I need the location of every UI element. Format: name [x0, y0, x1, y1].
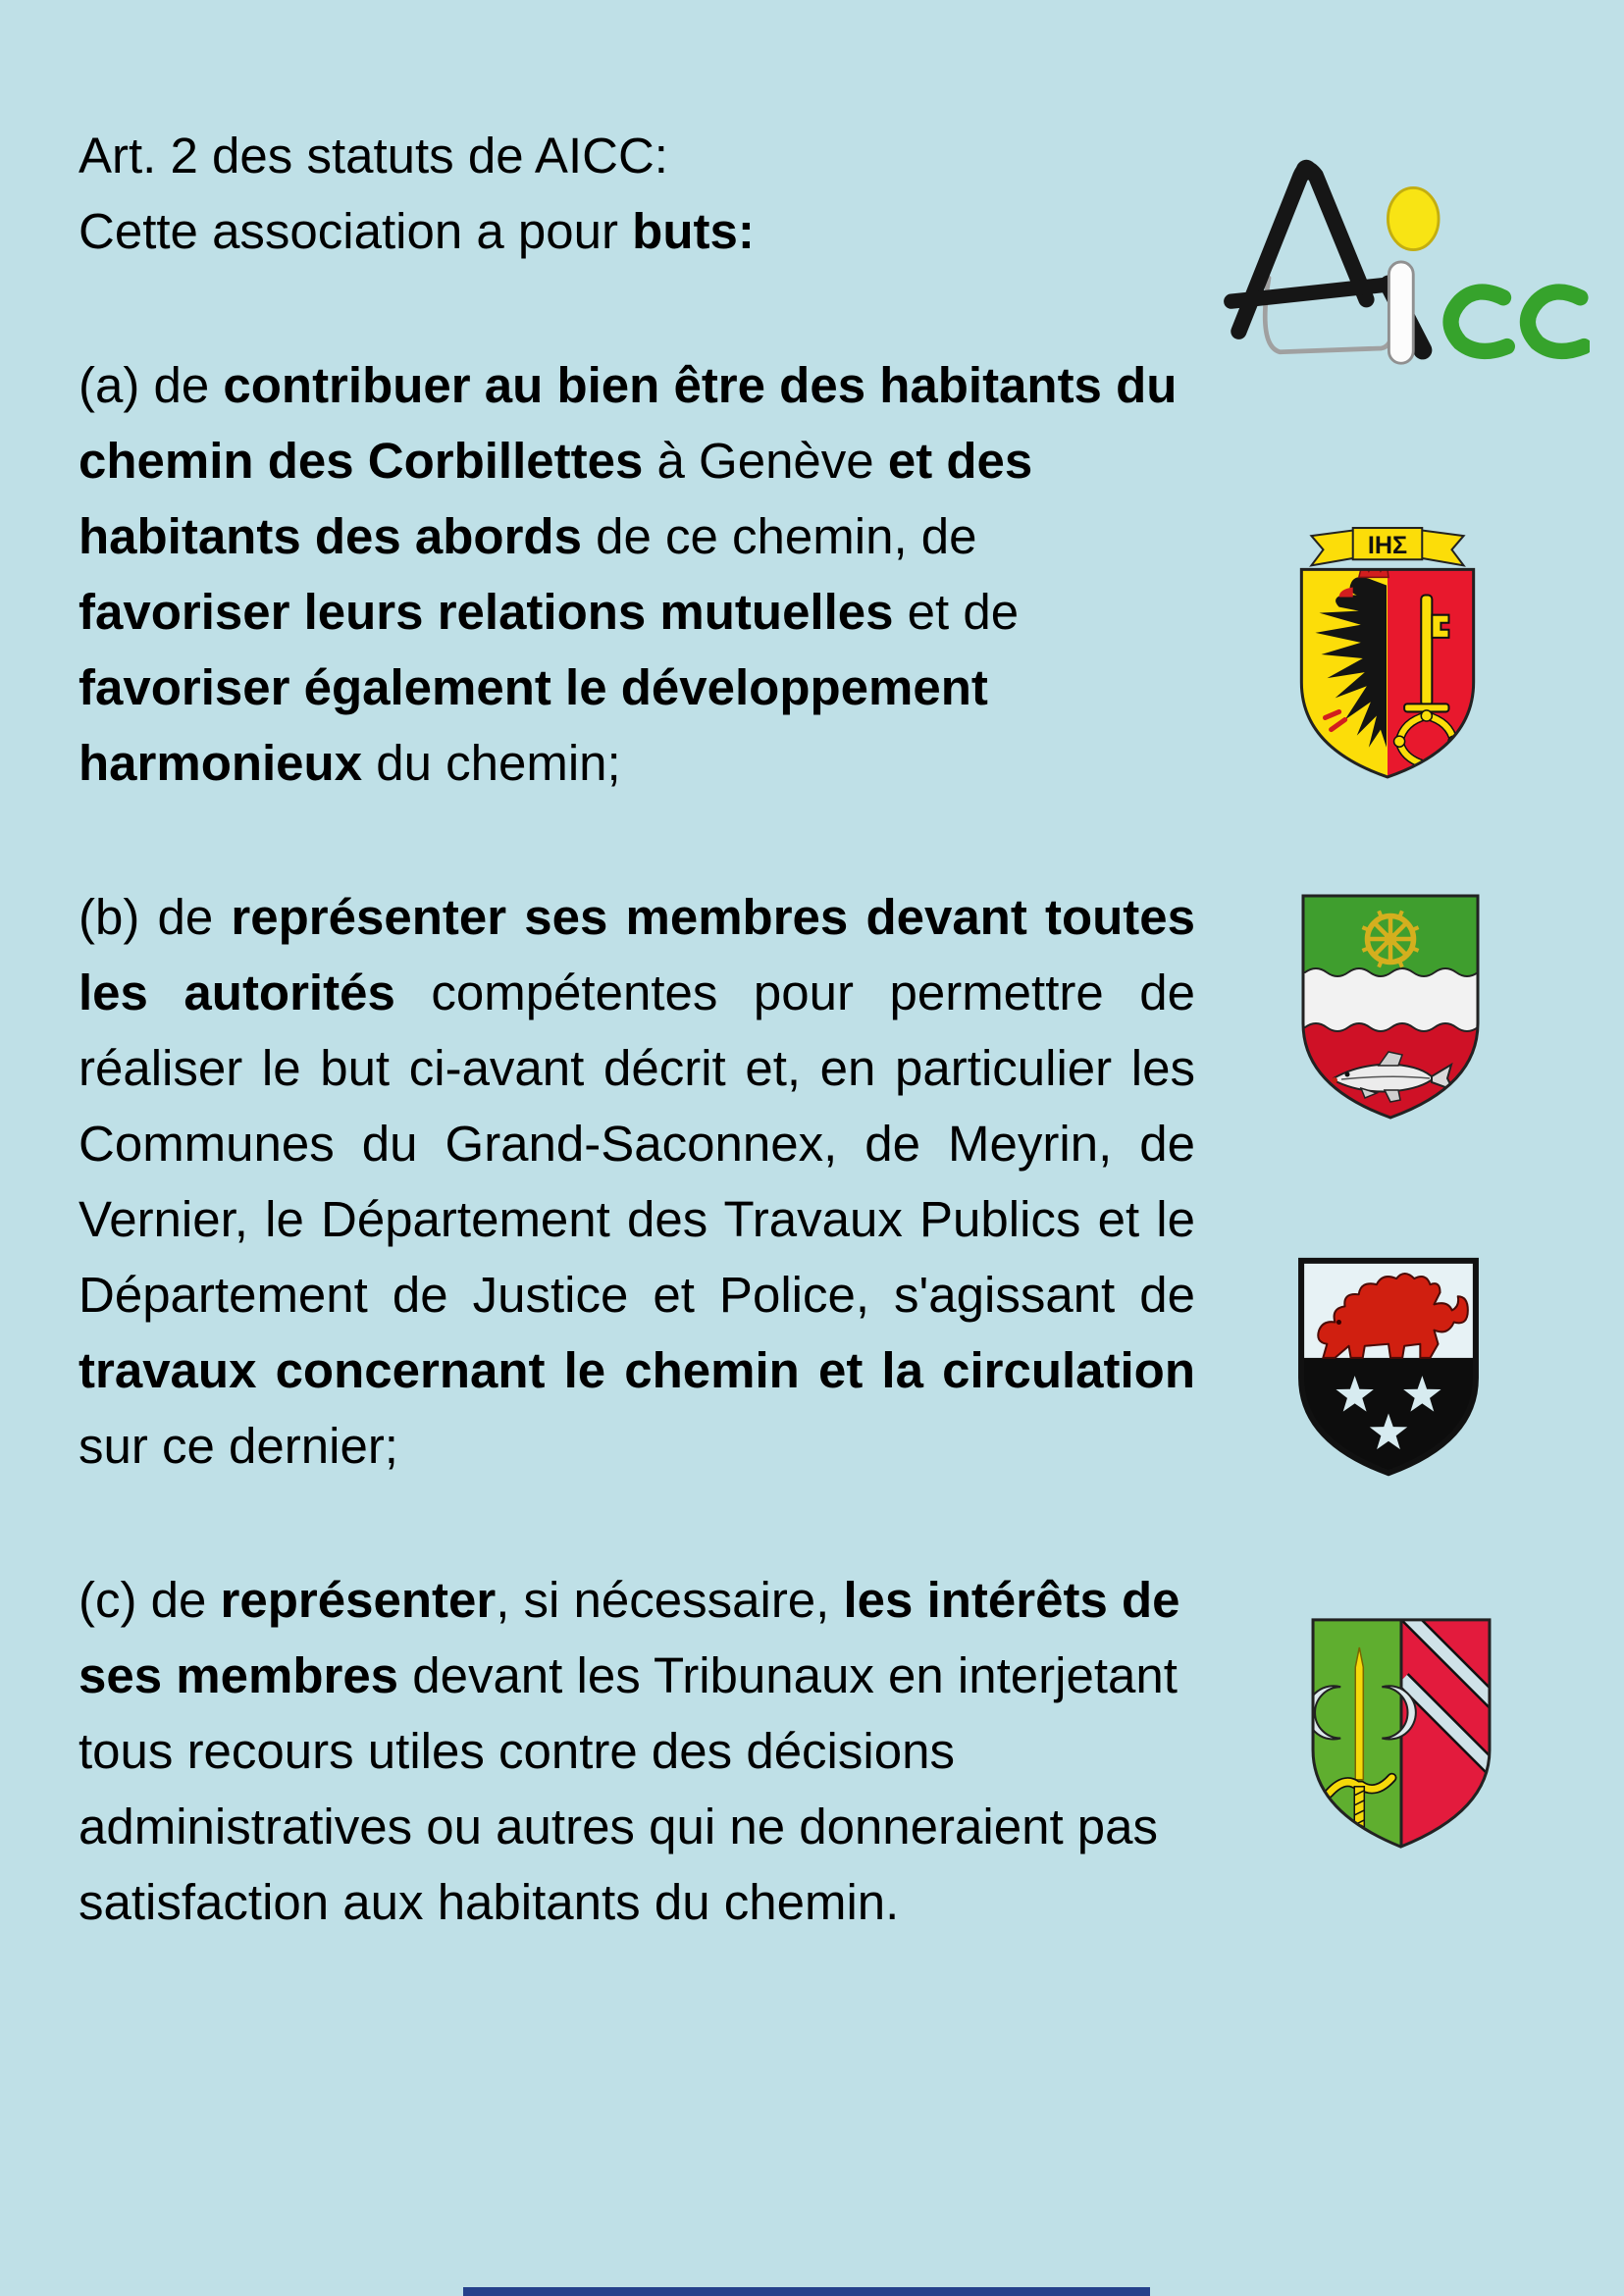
meyrin-field [1301, 1261, 1476, 1477]
aicc-logo [1205, 110, 1590, 371]
paragraph-c: (c) de représenter, si nécessaire, les intérêts de ses membres devant les Tribunaux en interjetant tous recours utiles contre des décisions administratives ou autres qui ne donneraient pas satisfaction aux habitants du chemin. [79, 1572, 1180, 1930]
logo-i-dot [1388, 187, 1439, 249]
vernier-coat-of-arms [1297, 889, 1484, 1124]
heading [79, 118, 1195, 269]
grand-saconnex-shield-icon [1305, 1611, 1497, 1854]
vernier-shield-icon [1297, 889, 1484, 1124]
meyrin-coat-of-arms [1293, 1252, 1484, 1482]
bottom-bar [463, 2287, 1150, 2296]
aicc-logo-icon [1205, 110, 1590, 371]
geneva-coat-of-arms [1283, 526, 1492, 785]
grand-saconnex-coat-of-arms [1305, 1611, 1497, 1854]
geneva-field [1301, 559, 1473, 779]
lion-eye [1336, 1320, 1341, 1325]
logo-letter-i [1388, 262, 1413, 363]
paragraph-b: (b) de représenter ses membres devant toutes les autorités compétentes pour permettre de réaliser le but ci-avant décrit et, en particulier les Communes du Grand-Saconnex, de Meyrin, de Vernier, le Département des Travaux Publics et le Département de Justice et Police, s'agissant de travaux concernant le chemin et la circulation sur ce dernier; [79, 889, 1195, 1474]
geneva-banner [1311, 528, 1463, 565]
meyrin-shield-icon [1293, 1252, 1484, 1482]
logo-letters-cc [1450, 291, 1584, 350]
grand-saconnex-field [1307, 1614, 1494, 1849]
heading-line-2: Cette association a pour buts: [79, 203, 755, 259]
geneva-shield-icon [1283, 526, 1492, 785]
heading-line-1: Art. 2 des statuts de AICC: [79, 128, 668, 183]
paragraph-a: (a) de contribuer au bien être des habitants du chemin des Corbillettes à Genève et des habitants des abords de ce chemin, de favoriser leurs relations mutuelles et de favoriser également le développement harmonieux du chemin; [79, 357, 1178, 791]
banner-text: IHΣ [1367, 532, 1408, 560]
text-column [79, 118, 1195, 2018]
